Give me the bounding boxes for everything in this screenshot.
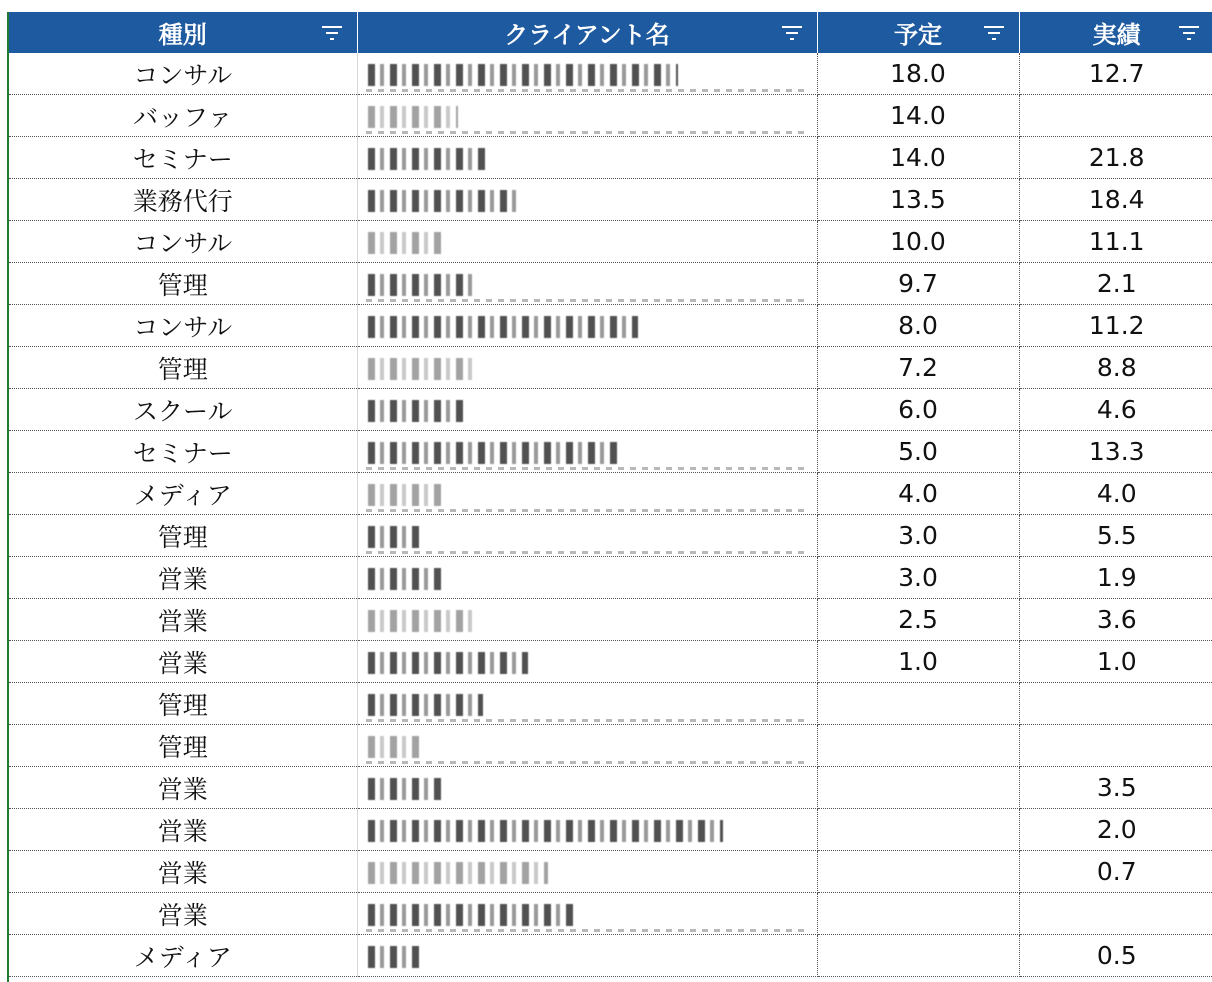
client-cell[interactable]	[357, 935, 817, 977]
table-row	[9, 893, 1212, 935]
plan-cell[interactable]	[817, 599, 1019, 641]
plan-cell[interactable]	[817, 851, 1019, 893]
header-client[interactable]	[357, 12, 817, 53]
type-cell[interactable]	[9, 221, 357, 263]
type-cell[interactable]	[9, 767, 357, 809]
type-cell[interactable]	[9, 515, 357, 557]
redacted-client-name	[368, 904, 578, 926]
filter-icon[interactable]	[983, 25, 1005, 41]
plan-cell[interactable]	[817, 389, 1019, 431]
header-type[interactable]	[9, 12, 357, 53]
type-value: セミナー	[132, 144, 233, 174]
table-row	[9, 809, 1212, 851]
client-cell[interactable]	[357, 893, 817, 935]
client-cell[interactable]	[357, 221, 817, 263]
plan-value: 3.0	[898, 563, 938, 592]
actual-cell[interactable]	[1019, 809, 1212, 851]
actual-value: 3.5	[1096, 773, 1137, 802]
actual-value: 18.4	[1088, 185, 1145, 214]
filter-icon[interactable]	[781, 25, 803, 41]
redaction-mark	[366, 131, 809, 134]
actual-cell[interactable]	[1019, 683, 1212, 725]
redacted-client-name	[368, 694, 483, 716]
type-value: 業務代行	[132, 186, 233, 216]
type-value: スクール	[132, 396, 233, 426]
actual-value: 4.0	[1096, 479, 1137, 508]
type-value: セミナー	[132, 438, 233, 468]
plan-cell[interactable]	[817, 53, 1019, 95]
plan-cell[interactable]	[817, 893, 1019, 935]
actual-value: 13.3	[1088, 437, 1145, 466]
plan-cell[interactable]	[817, 431, 1019, 473]
redacted-client-name	[368, 484, 443, 506]
type-cell[interactable]	[9, 305, 357, 347]
type-value: 営業	[157, 648, 208, 678]
actual-value: 0.5	[1096, 941, 1137, 970]
type-value: 営業	[157, 858, 208, 888]
table-row	[9, 683, 1212, 725]
redacted-client-name	[368, 526, 423, 548]
actual-value: 11.2	[1088, 311, 1145, 340]
actual-value: 4.6	[1096, 395, 1137, 424]
redacted-client-name	[368, 610, 478, 632]
type-value: コンサル	[133, 312, 233, 342]
plan-value: 10.0	[890, 227, 946, 256]
type-cell[interactable]	[9, 809, 357, 851]
plan-cell[interactable]	[817, 473, 1019, 515]
plan-cell[interactable]	[817, 683, 1019, 725]
plan-cell[interactable]	[817, 347, 1019, 389]
client-cell[interactable]	[357, 389, 817, 431]
type-value: バッファ	[132, 102, 233, 132]
type-value: 営業	[157, 606, 208, 636]
table-row	[9, 347, 1212, 389]
type-value: コンサル	[133, 228, 233, 258]
client-cell[interactable]	[357, 725, 817, 767]
redacted-client-name	[368, 862, 548, 884]
plan-value: 8.0	[898, 311, 938, 340]
plan-value: 6.0	[898, 395, 938, 424]
type-value: コンサル	[133, 60, 233, 90]
type-value: メディア	[133, 480, 232, 510]
type-cell[interactable]	[9, 95, 357, 137]
plan-value: 18.0	[890, 59, 946, 88]
actual-cell[interactable]	[1019, 53, 1212, 95]
plan-value: 14.0	[890, 143, 946, 172]
type-cell[interactable]	[9, 263, 357, 305]
redacted-client-name	[368, 400, 468, 422]
redaction-mark	[366, 467, 809, 470]
actual-value: 2.1	[1096, 269, 1137, 298]
actual-cell[interactable]	[1019, 893, 1212, 935]
client-cell[interactable]	[357, 641, 817, 683]
plan-value: 14.0	[890, 101, 946, 130]
plan-value: 9.7	[898, 269, 938, 298]
type-value: 管理	[157, 354, 208, 384]
redaction-mark	[366, 299, 809, 302]
filter-icon[interactable]	[1178, 25, 1200, 41]
table-row	[9, 431, 1212, 473]
plan-cell[interactable]	[817, 137, 1019, 179]
filter-icon[interactable]	[321, 25, 343, 41]
plan-cell[interactable]	[817, 767, 1019, 809]
redaction-mark	[366, 761, 809, 764]
actual-value: 21.8	[1088, 143, 1145, 172]
plan-cell[interactable]	[817, 515, 1019, 557]
table-row	[9, 95, 1212, 137]
type-cell[interactable]	[9, 179, 357, 221]
client-cell[interactable]	[357, 767, 817, 809]
redacted-client-name	[368, 946, 423, 968]
table-row	[9, 767, 1212, 809]
table-row	[9, 935, 1212, 977]
plan-value: 3.0	[898, 521, 938, 550]
type-value: 営業	[157, 900, 208, 930]
client-cell[interactable]	[357, 347, 817, 389]
type-cell[interactable]	[9, 599, 357, 641]
client-cell[interactable]	[357, 851, 817, 893]
type-cell[interactable]	[9, 893, 357, 935]
redacted-client-name	[368, 148, 488, 170]
table-row	[9, 305, 1212, 347]
type-cell[interactable]	[9, 935, 357, 977]
redacted-client-name	[368, 358, 478, 380]
type-cell[interactable]	[9, 683, 357, 725]
table-row	[9, 179, 1212, 221]
redacted-client-name	[368, 232, 443, 254]
actual-value: 5.5	[1096, 521, 1137, 550]
table-row	[9, 137, 1212, 179]
redaction-mark	[366, 551, 809, 554]
actual-value: 8.8	[1096, 353, 1137, 382]
client-cell[interactable]	[357, 137, 817, 179]
actual-value: 1.0	[1096, 647, 1137, 676]
type-cell[interactable]	[9, 431, 357, 473]
actual-cell[interactable]	[1019, 935, 1212, 977]
actual-value: 3.6	[1096, 605, 1137, 634]
plan-value: 4.0	[898, 479, 938, 508]
header-plan-label: 予定	[894, 21, 942, 49]
actual-cell[interactable]	[1019, 725, 1212, 767]
plan-value: 2.5	[898, 605, 938, 634]
type-value: 営業	[157, 774, 208, 804]
table-row	[9, 641, 1212, 683]
actual-value: 12.7	[1088, 59, 1145, 88]
header-actual[interactable]	[1019, 12, 1212, 53]
actual-cell[interactable]	[1019, 389, 1212, 431]
plan-cell[interactable]	[817, 725, 1019, 767]
actual-cell[interactable]	[1019, 767, 1212, 809]
actual-cell[interactable]	[1019, 641, 1212, 683]
redacted-client-name	[368, 778, 443, 800]
redacted-client-name	[368, 106, 458, 128]
actual-cell[interactable]	[1019, 431, 1212, 473]
actual-cell[interactable]	[1019, 557, 1212, 599]
type-cell[interactable]	[9, 137, 357, 179]
redacted-client-name	[368, 736, 423, 758]
actual-cell[interactable]	[1019, 599, 1212, 641]
plan-cell[interactable]	[817, 221, 1019, 263]
redacted-client-name	[368, 568, 443, 590]
type-cell[interactable]	[9, 53, 357, 95]
type-value: 管理	[157, 690, 208, 720]
actual-cell[interactable]	[1019, 851, 1212, 893]
actual-cell[interactable]	[1019, 137, 1212, 179]
type-cell[interactable]	[9, 641, 357, 683]
redacted-client-name	[368, 190, 518, 212]
table-row	[9, 53, 1212, 95]
plan-cell[interactable]	[817, 935, 1019, 977]
table-row	[9, 389, 1212, 431]
table-row	[9, 515, 1212, 557]
actual-cell[interactable]	[1019, 473, 1212, 515]
table-row	[9, 221, 1212, 263]
redaction-mark	[366, 719, 809, 722]
plan-value: 13.5	[890, 185, 946, 214]
table-row	[9, 557, 1212, 599]
plan-cell[interactable]	[817, 305, 1019, 347]
redacted-client-name	[368, 274, 478, 296]
header-client-label: クライアント名	[504, 21, 670, 49]
type-cell[interactable]	[9, 725, 357, 767]
client-cell[interactable]	[357, 95, 817, 137]
actual-value: 1.9	[1096, 563, 1137, 592]
client-cell[interactable]	[357, 473, 817, 515]
data-table	[9, 12, 1212, 977]
plan-value: 5.0	[898, 437, 938, 466]
actual-cell[interactable]	[1019, 179, 1212, 221]
table-row	[9, 473, 1212, 515]
plan-cell[interactable]	[817, 557, 1019, 599]
type-cell[interactable]	[9, 389, 357, 431]
table-row	[9, 851, 1212, 893]
table-body	[9, 53, 1212, 977]
client-cell[interactable]	[357, 263, 817, 305]
redacted-client-name	[368, 64, 678, 86]
redacted-client-name	[368, 652, 528, 674]
header-row	[9, 12, 1212, 53]
type-value: メディア	[133, 942, 232, 972]
header-plan[interactable]	[817, 12, 1019, 53]
table-row	[9, 725, 1212, 767]
redaction-mark	[366, 509, 809, 512]
actual-cell[interactable]	[1019, 95, 1212, 137]
type-value: 管理	[157, 732, 208, 762]
type-cell[interactable]	[9, 347, 357, 389]
actual-cell[interactable]	[1019, 305, 1212, 347]
client-cell[interactable]	[357, 179, 817, 221]
table-row	[9, 263, 1212, 305]
client-cell[interactable]	[357, 53, 817, 95]
type-value: 営業	[157, 564, 208, 594]
client-cell[interactable]	[357, 305, 817, 347]
type-cell[interactable]	[9, 851, 357, 893]
redacted-client-name	[368, 316, 638, 338]
plan-cell[interactable]	[817, 179, 1019, 221]
plan-cell[interactable]	[817, 641, 1019, 683]
type-value: 営業	[157, 816, 208, 846]
redaction-mark	[366, 89, 809, 92]
redacted-client-name	[368, 442, 618, 464]
header-actual-label: 実績	[1092, 21, 1141, 49]
spreadsheet	[7, 12, 1212, 982]
client-cell[interactable]	[357, 599, 817, 641]
actual-value: 0.7	[1096, 857, 1137, 886]
plan-cell[interactable]	[817, 95, 1019, 137]
client-cell[interactable]	[357, 809, 817, 851]
plan-value: 7.2	[898, 353, 938, 382]
actual-cell[interactable]	[1019, 347, 1212, 389]
table-row	[9, 599, 1212, 641]
client-cell[interactable]	[357, 431, 817, 473]
redaction-mark	[366, 929, 809, 932]
redacted-client-name	[368, 820, 723, 842]
client-cell[interactable]	[357, 557, 817, 599]
actual-cell[interactable]	[1019, 221, 1212, 263]
actual-cell[interactable]	[1019, 515, 1212, 557]
client-cell[interactable]	[357, 683, 817, 725]
client-cell[interactable]	[357, 515, 817, 557]
plan-cell[interactable]	[817, 809, 1019, 851]
plan-value: 1.0	[898, 647, 938, 676]
header-type-label: 種別	[158, 21, 207, 49]
plan-cell[interactable]	[817, 263, 1019, 305]
type-value: 管理	[157, 270, 208, 300]
type-cell[interactable]	[9, 557, 357, 599]
actual-value: 11.1	[1088, 227, 1145, 256]
actual-cell[interactable]	[1019, 263, 1212, 305]
type-value: 管理	[157, 522, 208, 552]
type-cell[interactable]	[9, 473, 357, 515]
actual-value: 2.0	[1096, 815, 1137, 844]
